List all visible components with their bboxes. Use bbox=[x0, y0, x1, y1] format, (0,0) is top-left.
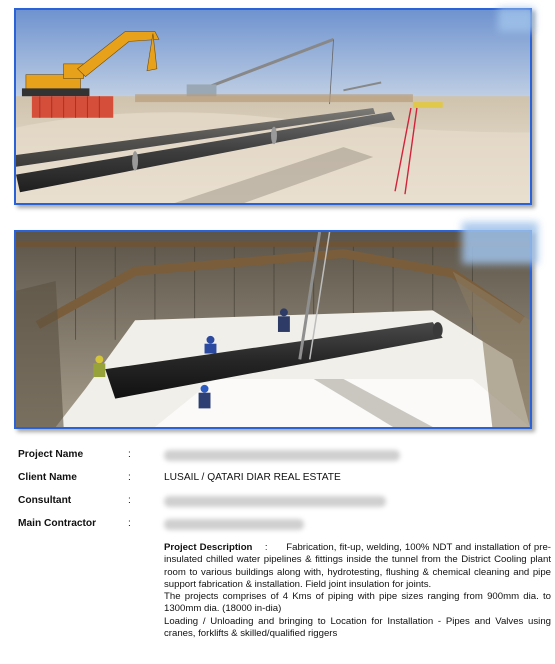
client-name-value: LUSAIL / QATARI DIAR REAL ESTATE bbox=[164, 472, 341, 483]
main-contractor-label: Main Contractor bbox=[18, 518, 97, 529]
site-photo-tunnel-shaft bbox=[14, 230, 532, 429]
client-name-colon: : bbox=[128, 472, 131, 483]
site-photo-pipeline bbox=[14, 8, 532, 205]
consultant-label: Consultant bbox=[18, 495, 72, 506]
description-text: Fabrication, fit-up, welding, 100% NDT and installation of pre-insulated chilled water pipelines & fittings inside the tunnel from the District Cooling plant room to various buildings along with, hydrotesting, flushing & chemical cleaning and pipe support fabrication & installation. Field joint insulation for joints. bbox=[164, 542, 551, 590]
main-contractor-colon: : bbox=[128, 518, 131, 529]
project-name-colon: : bbox=[128, 449, 131, 460]
client-name-label: Client Name bbox=[18, 472, 77, 483]
blurred-logo bbox=[498, 8, 534, 32]
project-description bbox=[164, 542, 551, 640]
description-label: Project Description bbox=[164, 542, 253, 553]
consultant-colon: : bbox=[128, 495, 131, 506]
consultant-redacted bbox=[164, 496, 386, 507]
blurred-logo bbox=[462, 222, 538, 264]
project-name-label: Project Name bbox=[18, 449, 84, 460]
description-para-3: Loading / Unloading and bringing to Location for Installation - Pipes and Valves using cranes, forklifts & skilled/qualified riggers bbox=[164, 615, 551, 640]
description-para-2: The projects comprises of 4 Kms of piping with pipe sizes ranging from 900mm dia. to 1300mm dia. (18000 in-dia) bbox=[164, 591, 551, 615]
main-contractor-redacted bbox=[164, 519, 304, 530]
description-para-1 bbox=[164, 542, 551, 591]
description-colon: : bbox=[264, 542, 268, 553]
project-name-redacted bbox=[164, 450, 400, 461]
